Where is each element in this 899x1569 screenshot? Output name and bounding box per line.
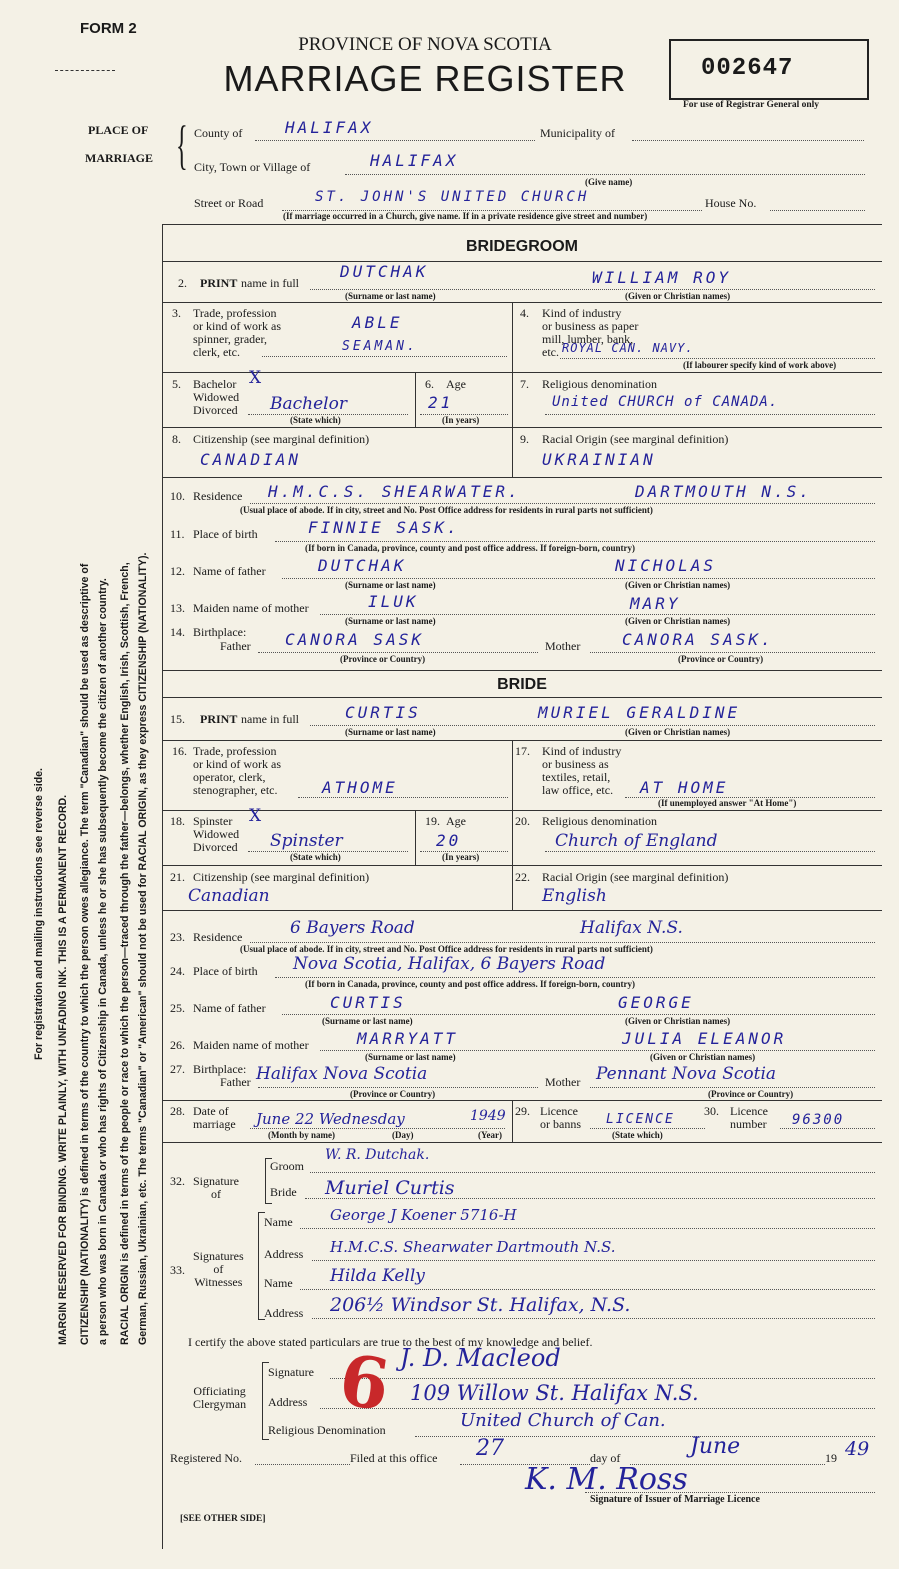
- issuer-signature-label: Signature of Issuer of Marriage Licence: [590, 1494, 760, 1505]
- red-pencil-mark: 6: [334, 1338, 395, 1427]
- bride-racial-origin: English: [542, 886, 607, 906]
- page-title: MARRIAGE REGISTER: [223, 58, 627, 99]
- margin-line-5: RACIAL ORIGIN is defined in terms of the people or race to which the person—traced through the father—belongs, whether English, Irish, Scottish, French,: [119, 562, 131, 1345]
- street-note: (If marriage occurred in a Church, give name. If in a private residence give street and number): [283, 211, 648, 221]
- marriage-date-label: Date of marriage: [193, 1104, 236, 1131]
- groom-racial-origin: UKRAINIAN: [542, 450, 656, 469]
- groom-given-names: WILLIAM ROY: [592, 268, 731, 287]
- groom-residence: H.M.C.S. SHEARWATER.: [268, 482, 521, 501]
- county-label: County of: [194, 126, 243, 140]
- province-heading: PROVINCE OF NOVA SCOTIA: [298, 34, 552, 55]
- bride-birthplace: Nova Scotia, Halifax, 6 Bayers Road: [293, 954, 606, 974]
- bride-marital-label: Spinster Widowed Divorced: [193, 814, 240, 854]
- marriage-date: June 22 Wednesday: [256, 1110, 405, 1128]
- place-brace: {: [176, 115, 188, 175]
- bride-marital-mark: X: [249, 806, 262, 826]
- bride-trade-label: Trade, profession or kind of work as operator, clerk, stenographer, etc.: [193, 744, 281, 797]
- bride-father-birthplace: Halifax Nova Scotia: [256, 1064, 428, 1084]
- give-name-hint: (Give name): [585, 177, 633, 187]
- groom-mother-given: MARY: [630, 594, 681, 613]
- bride-father-surname: CURTIS: [330, 993, 406, 1012]
- bride-trade: ATHOME: [322, 778, 398, 797]
- street-label: Street or Road: [194, 196, 264, 210]
- groom-father-surname: DUTCHAK: [318, 556, 407, 575]
- groom-industry: ROYAL CAN. NAVY.: [562, 341, 694, 355]
- groom-signature: W. R. Dutchak.: [325, 1147, 430, 1163]
- licence-or-banns: LICENCE: [606, 1112, 675, 1127]
- bride-religion: Church of England: [555, 831, 718, 851]
- groom-industry-label: Kind of industry or business as paper mill, lumber, bank,: [542, 306, 639, 346]
- groom-citizenship: CANADIAN: [200, 450, 302, 469]
- groom-print-label: PRINT: [200, 276, 238, 290]
- bride-industry: AT HOME: [640, 778, 729, 797]
- filed-month: June: [690, 1434, 741, 1459]
- registrar-note: For use of Registrar General only: [683, 100, 820, 110]
- street-value: ST. JOHN'S UNITED CHURCH: [315, 189, 590, 205]
- groom-surname: DUTCHAK: [340, 262, 429, 281]
- bride-industry-label: Kind of industry or business as textiles, retail, law office, etc.: [542, 744, 622, 797]
- clergyman-label: Officiating Clergyman: [193, 1384, 247, 1411]
- witnesses-label: Signatures of Witnesses: [193, 1249, 244, 1289]
- groom-marital-label: Bachelor Widowed Divorced: [193, 377, 240, 417]
- margin-line-3: CITIZENSHIP (NATIONALITY) is defined in terms of the country to which the person owes allegiance. The term "Canadian" should be used as descriptive of: [79, 563, 91, 1345]
- filed-day: 27: [476, 1436, 504, 1461]
- bride-residence-2: Halifax N.S.: [580, 918, 683, 938]
- groom-mother-surname: ILUK: [368, 592, 419, 611]
- witness-1-address: H.M.C.S. Shearwater Dartmouth N.S.: [330, 1238, 616, 1256]
- municipality-label: Municipality of: [540, 126, 615, 140]
- groom-trade-2: SEAMAN.: [342, 339, 418, 354]
- bride-heading: BRIDE: [497, 676, 547, 693]
- clergyman-signature: J. D. Macleod: [400, 1344, 561, 1372]
- margin-line-4: a person who was born in Canada or who has rights of Citizenship in Canada, unless he or she has subsequently become the citizen of another country.: [97, 578, 109, 1345]
- groom-religion: United CHURCH of CANADA.: [552, 394, 779, 410]
- groom-marital-mark: X: [249, 368, 262, 388]
- bride-residence: 6 Bayers Road: [290, 918, 415, 938]
- margin-line-1: For registration and mailing instructions see reverse side.: [33, 767, 45, 1060]
- groom-marital-status: Bachelor: [270, 394, 347, 414]
- filed-year: 49: [845, 1438, 870, 1460]
- bride-age: 20: [436, 831, 462, 850]
- groom-age: 21: [428, 393, 454, 412]
- licence-number-label: Licence number: [730, 1104, 768, 1131]
- margin-line-2: MARGIN RESERVED FOR BINDING. WRITE PLAINLY, WITH UNFADING INK. THIS IS A PERMANENT RECORD.: [57, 794, 69, 1345]
- licence-or-banns-label: Licence or banns: [540, 1104, 581, 1131]
- clergyman-address: 109 Willow St. Halifax N.S.: [410, 1381, 699, 1405]
- groom-father-given: NICHOLAS: [615, 556, 717, 575]
- bride-mother-given: JULIA ELEANOR: [622, 1029, 787, 1048]
- bride-surname: CURTIS: [345, 703, 421, 722]
- marriage-year: 1949: [470, 1108, 506, 1124]
- county-value: HALIFAX: [285, 118, 374, 137]
- witness-2-address: 206½ Windsor St. Halifax, N.S.: [330, 1294, 631, 1316]
- bridegroom-heading: BRIDEGROOM: [466, 238, 578, 255]
- groom-mother-birthplace: CANORA SASK.: [622, 630, 774, 649]
- licence-number: 96300: [792, 1112, 845, 1128]
- see-other-side: [SEE OTHER SIDE]: [180, 1514, 266, 1524]
- marriage-label: MARRIAGE: [85, 151, 153, 165]
- house-label: House No.: [705, 196, 757, 210]
- groom-trade: ABLE: [352, 313, 403, 332]
- groom-birthplace: FINNIE SASK.: [308, 518, 460, 537]
- city-value: HALIFAX: [370, 151, 459, 170]
- registrar-number: 002647: [701, 55, 794, 82]
- registrar-number-box: [669, 39, 869, 100]
- bride-given-names: MURIEL GERALDINE: [538, 703, 741, 722]
- signature-of-label: Signature of: [193, 1174, 239, 1201]
- bride-mother-surname: MARRYATT: [357, 1029, 459, 1048]
- bride-marital-status: Spinster: [270, 831, 343, 851]
- clergyman-denomination: United Church of Can.: [460, 1410, 666, 1431]
- bride-citizenship: Canadian: [188, 886, 270, 906]
- place-of-label: PLACE OF: [88, 123, 149, 137]
- bride-mother-birthplace: Pennant Nova Scotia: [596, 1064, 777, 1084]
- witness-2-name: Hilda Kelly: [330, 1266, 425, 1286]
- certification-text: I certify the above stated particulars are true to the best of my knowledge and belief.: [188, 1335, 593, 1349]
- witness-1-name: George J Koener 5716-H: [330, 1206, 517, 1224]
- issuer-signature: K. M. Ross: [525, 1462, 688, 1497]
- city-label: City, Town or Village of: [194, 160, 311, 174]
- bride-signature: Muriel Curtis: [325, 1177, 455, 1199]
- groom-residence-2: DARTMOUTH N.S.: [635, 482, 812, 501]
- groom-father-birthplace: CANORA SASK: [285, 630, 424, 649]
- margin-line-6: German, Russian, Ukrainian, etc. The terms "Canadian" or "American" should not be used for RACIAL ORIGIN, as they express CITIZENSHIP (NATIONALITY).: [137, 552, 149, 1345]
- bride-print-label: PRINT: [200, 712, 238, 726]
- pencil-mark: [55, 70, 115, 73]
- bride-father-given: GEORGE: [618, 993, 694, 1012]
- form-number: FORM 2: [80, 20, 137, 37]
- groom-trade-label: Trade, profession or kind of work as spinner, grader, clerk, etc.: [193, 306, 281, 359]
